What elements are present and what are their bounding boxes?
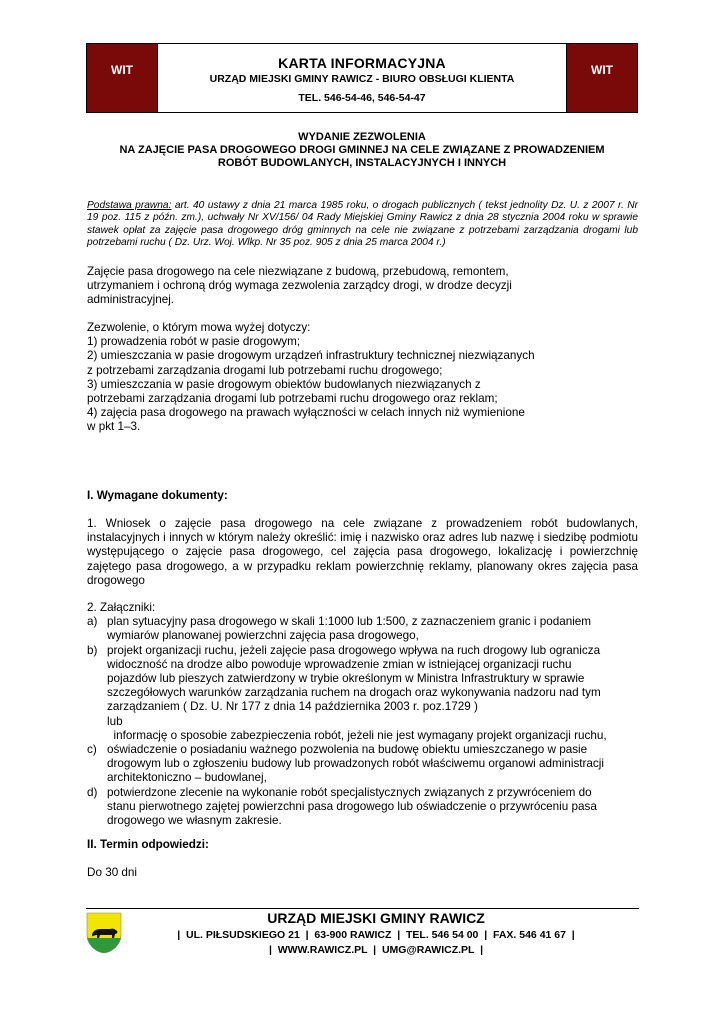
- attachment-line: stanu pierwotnego zajętej powierzchni pasa drogowego lub oświadczenie o przywróceniu pasa: [107, 799, 597, 813]
- wit-badge-left: WIT: [87, 44, 157, 112]
- list-marker: a): [87, 615, 98, 629]
- section-required-documents-heading: I. Wymagane dokumenty:: [87, 489, 228, 502]
- attachment-item-c: [87, 743, 638, 786]
- legal-basis: [87, 200, 638, 250]
- attachment-line: drogowego we własnym zakresie.: [107, 814, 282, 828]
- permit-line: potrzebami zarządzania drogami lub potrzebami ruchu drogowego oraz reklam;: [87, 392, 498, 406]
- attachment-item-a: [87, 615, 638, 643]
- footer: [126, 910, 626, 956]
- attachment-line: drogowym lub o zgłoszeniu budowy lub prowadzonych robót właściwemu organowi administracji: [107, 757, 604, 771]
- wit-badge-right: WIT: [567, 44, 637, 112]
- attachment-item-d: [87, 786, 638, 829]
- footer-web: | WWW.RAWICZ.PL | UMG@RAWICZ.PL |: [268, 944, 484, 956]
- permit-scope: [87, 321, 638, 435]
- document-title-line-2: NA ZAJĘCIE PASA DROGOWEGO DROGI GMINNEJ NA CELE ZWIĄZANE Z PROWADZENIEM: [119, 144, 605, 156]
- attachment-line: wymiarów planowanej powierzchni zajęcia pasa drogowego,: [107, 629, 419, 643]
- attachment-line: lub: [107, 714, 123, 728]
- response-time-value: Do 30 dni: [87, 866, 138, 879]
- attachments-label: 2. Załączniki:: [87, 601, 156, 614]
- document-title-line-1: WYDANIE ZEZWOLENIA: [298, 131, 426, 143]
- permit-line: z potrzebami zarządzania drogami lub potrzebami ruchu drogowego;: [87, 363, 443, 377]
- application-paragraph: 1. Wniosek o zajęcie pasa drogowego na cele związane z prowadzeniem robót budowlanych, instalacyjnych i innych w którym należy określić: imię i nazwisko oraz adres lub nazwę i siedzibę podmiotu występującego o zajęcie pasa drogowego, cel zajęcia pasa drogowego, lokalizację i powierzchnię zajętego pasa drogowego, a w przypadku reklam powierzchnię reklamy, planowany okres zajęcia pasa drogowego: [87, 517, 638, 587]
- header-phone: TEL. 546-54-46, 546-54-47: [298, 92, 426, 104]
- attachment-item-b: [87, 644, 638, 743]
- info-card-header: [86, 43, 638, 113]
- attachment-line: oświadczenie o posiadaniu ważnego pozwolenia na budowę obiektu umieszczanego w pasie: [107, 743, 588, 757]
- footer-title: URZĄD MIEJSKI GMINY RAWICZ: [267, 910, 485, 926]
- attachment-line: architektoniczno – budowlanej,: [107, 771, 267, 785]
- intro-line: utrzymaniem i ochroną dróg wymaga zezwolenia zarządcy drogi, w drodze decyzji: [87, 279, 512, 293]
- footer-divider: [86, 908, 639, 909]
- permit-line: Zezwolenie, o którym mowa wyżej dotyczy:: [87, 321, 311, 334]
- permit-line: 1) prowadzenia robót w pasie drogowym;: [87, 335, 301, 349]
- list-marker: c): [87, 743, 97, 757]
- list-marker: b): [87, 643, 98, 657]
- permit-line: 4) zajęcia pasa drogowego na prawach wyłączności w celach innych niż wymienione: [87, 406, 525, 420]
- attachment-line: potwierdzone zlecenie na wykonanie robót specjalistycznych związanych z przywróceniem do: [107, 785, 592, 799]
- permit-line: 2) umieszczania w pasie drogowym urządzeń infrastruktury technicznej niezwiązanych: [87, 349, 535, 363]
- permit-line: w pkt 1–3.: [87, 420, 141, 434]
- header-center: [157, 44, 567, 112]
- intro-paragraph: [87, 265, 638, 308]
- intro-line: administracyjnej.: [87, 293, 175, 307]
- header-title: KARTA INFORMACYJNA: [278, 55, 446, 71]
- document-title-line-3: ROBÓT BUDOWLANYCH, INSTALACYJNYCH I INNYCH: [217, 157, 507, 169]
- attachment-line: projekt organizacji ruchu, jeżeli zajęcie pasa drogowego wpływa na ruch drogowy lub ogranicza: [107, 643, 601, 657]
- header-subtitle: URZĄD MIEJSKI GMINY RAWICZ - BIURO OBSŁUGI KLIENTA: [209, 73, 515, 85]
- attachment-line: pojazdów lub pieszych zatwierdzony w trybie określonym w Ministra Infrastruktury w sprawie: [107, 672, 585, 686]
- document-title: [86, 131, 638, 170]
- legal-basis-label: Podstawa prawna:: [87, 200, 172, 211]
- legal-basis-text: art. 40 ustawy z dnia 21 marca 1985 roku, o drogach publicznych ( tekst jednolity Dz. U. z 2007 r. Nr 19 poz. 115 z późn. zm.), uchwały Nr XV/156/ 04 Rady Miejskiej Gminy Rawicz z dnia 28 stycznia 2004 roku w sprawie stawek opłat za zajęcie pasa drogowego dróg gminnych na cele niе związane z potrzebami zarządzania drogami lub potrzebami ruchu ( Dz. Urz. Woj. Wlkp. Nr 35 poz. 905 z dnia 25 marca 2004 r.): [87, 200, 638, 249]
- list-marker: d): [87, 785, 98, 799]
- intro-line: Zajęcie pasa drogowego na cele niezwiązane z budową, przebudową, remontem,: [87, 265, 509, 278]
- rawicz-coat-of-arms-icon: [86, 912, 122, 954]
- footer-address: | UL. PIŁSUDSKIEGO 21 | 63-900 RAWICZ | TEL. 546 54 00 | FAX. 546 41 67 |: [177, 929, 575, 941]
- permit-line: 3) umieszczania w pasie drogowym obiektów budowlanych niezwiązanych z: [87, 377, 481, 391]
- attachment-line: zarządzaniem ( Dz. U. Nr 177 z dnia 14 października 2003 r. poz.1729 ): [107, 700, 478, 714]
- attachment-line: plan sytuacyjny pasa drogowego w skali 1:1000 lub 1:500, z zaznaczeniem granic i podaniem: [107, 615, 592, 629]
- attachments-list: [87, 601, 638, 828]
- section-response-time-heading: II. Termin odpowiedzi:: [87, 838, 209, 851]
- attachment-line: szczegółowych warunków zarządzania ruchem na drogach oraz wykonywania nadzoru nad tym: [107, 686, 601, 700]
- attachment-line: informację o sposobie zabezpieczenia robót, jeżeli nie jest wymagany projekt organizacji ruchu,: [107, 728, 607, 742]
- attachment-line: widoczność na drodze albo powoduje wprowadzenie zmian w istniejącej organizacji ruchu: [107, 657, 572, 671]
